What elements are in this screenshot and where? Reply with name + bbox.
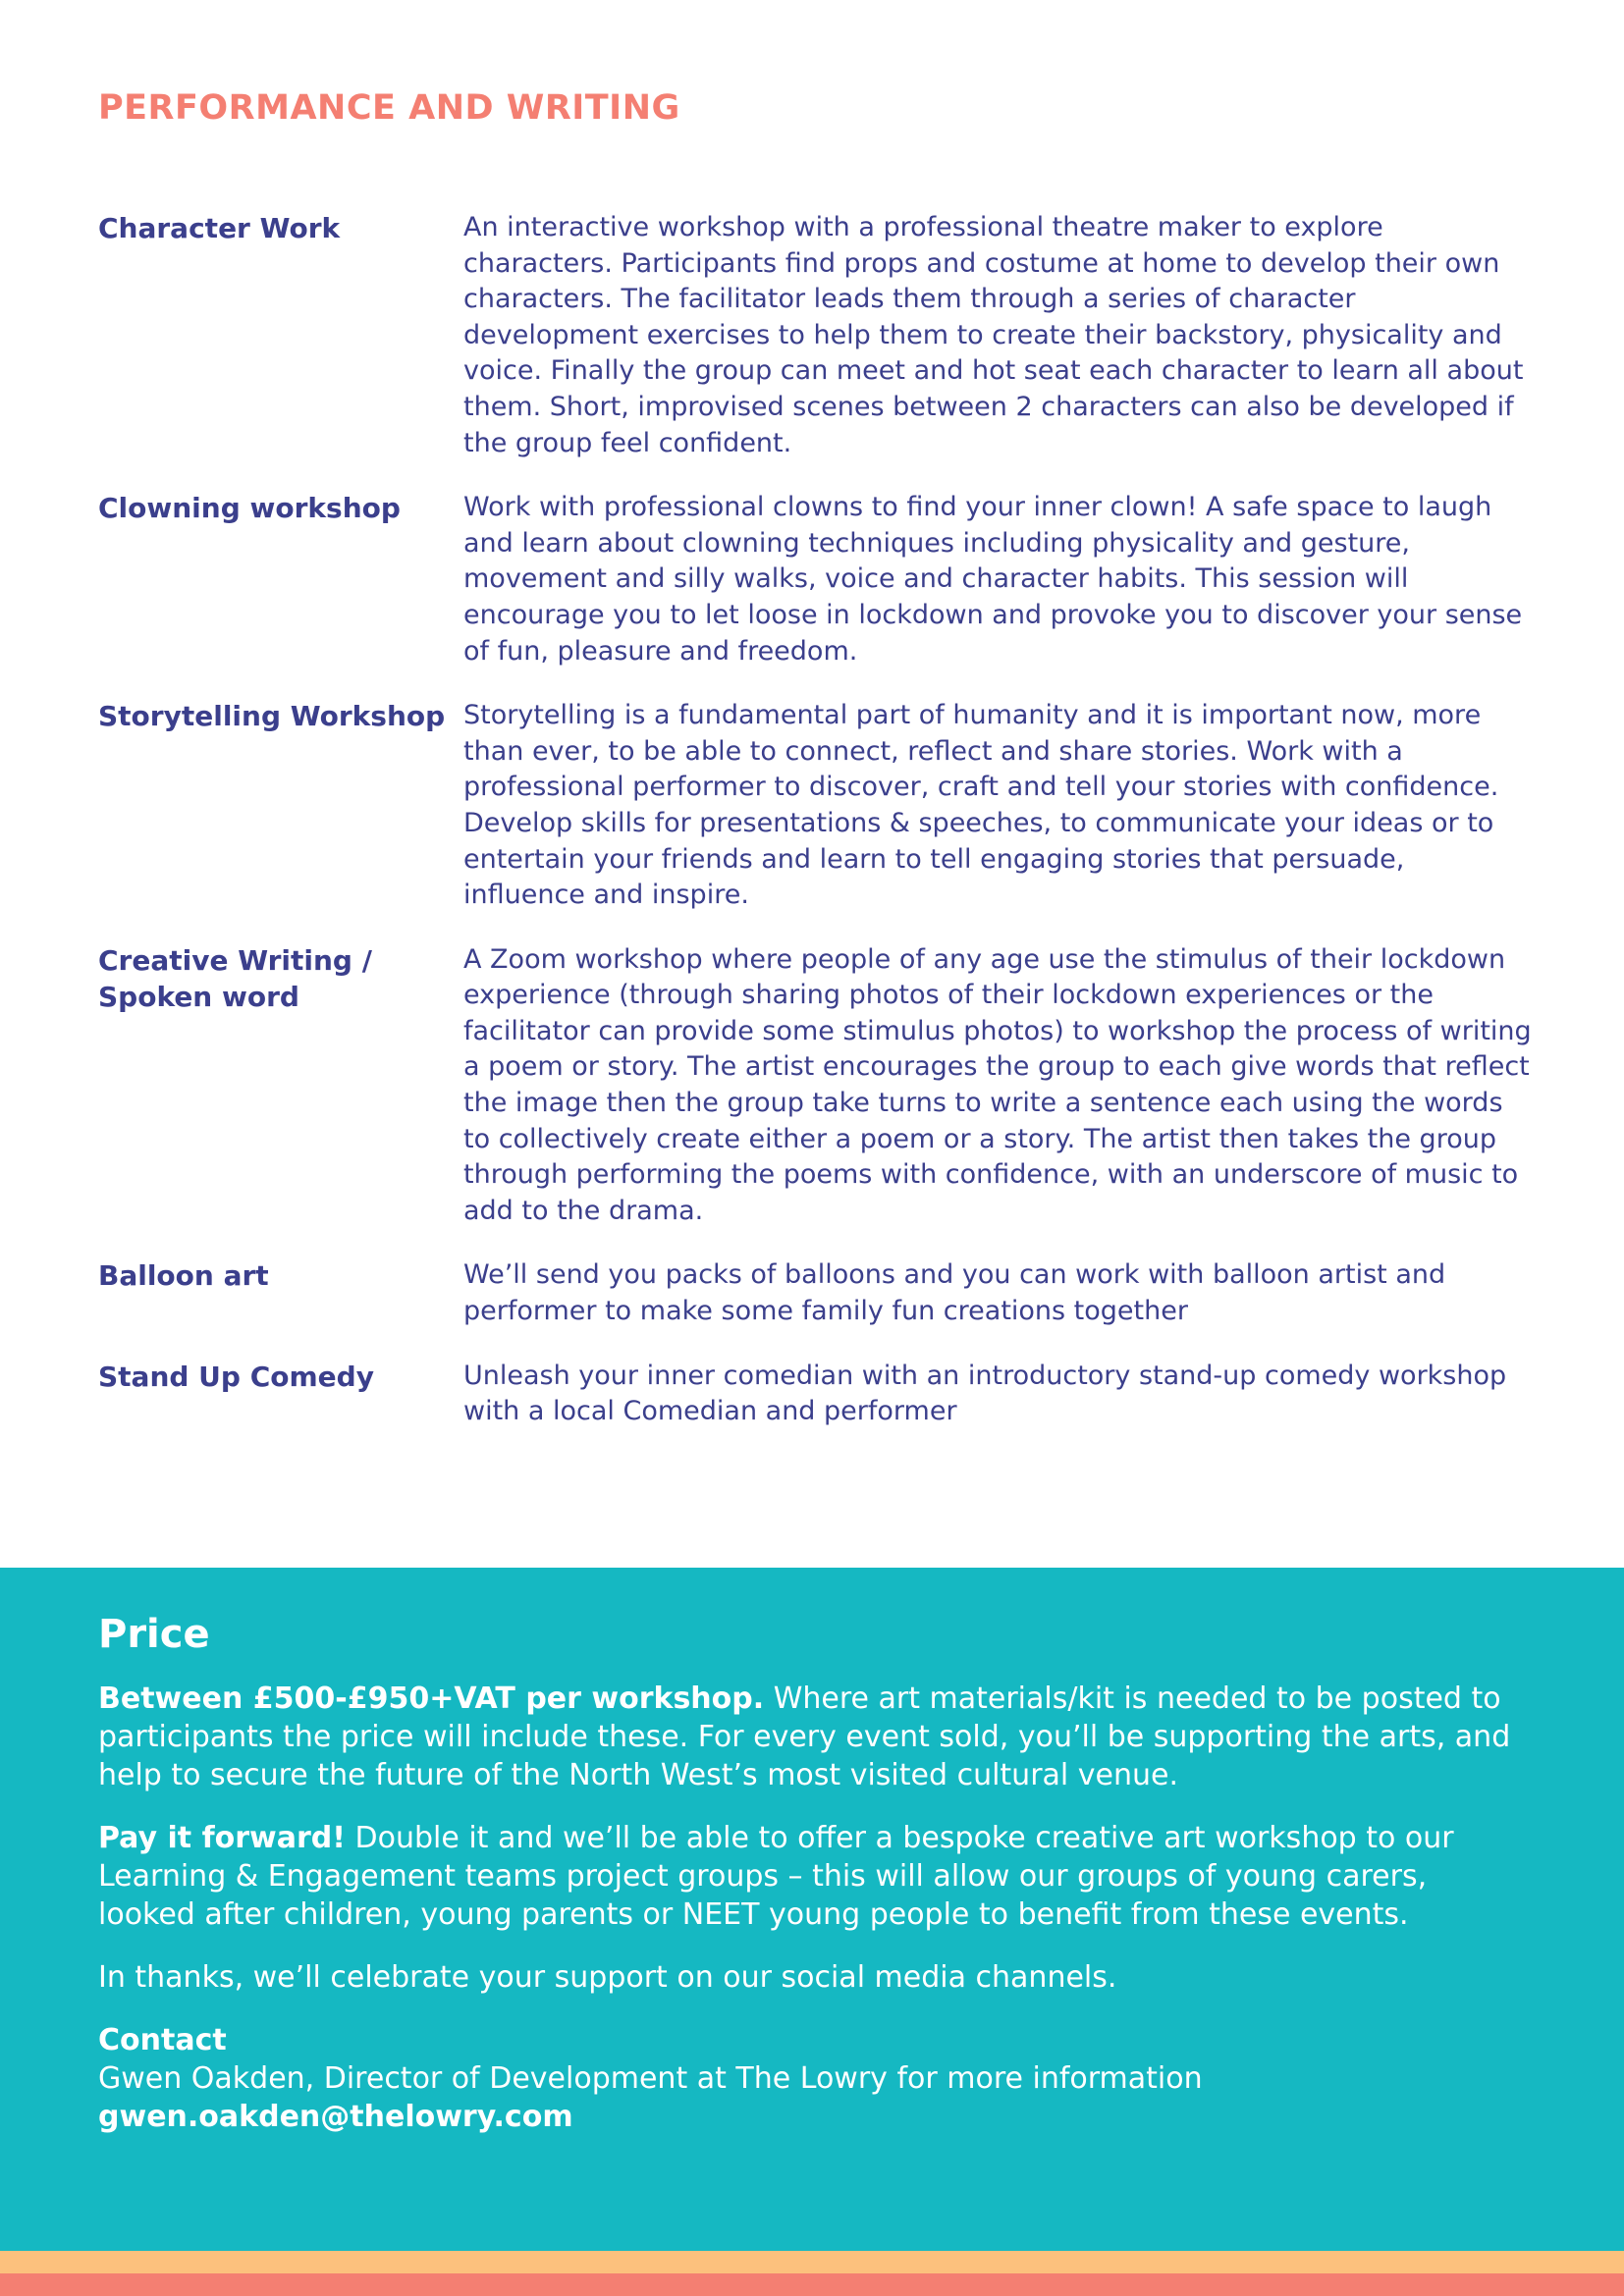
workshop-description: A Zoom workshop where people of any age use the stimulus of their lockdown experience (through sharing photos of their lockdown experiences or the facilitator can provide some stimulus photos) to workshop the process of writing a poem or story. The artist encourages the group to each give words that reflect the image then the group take turns to write a sentence each using the words to collectively create either a poem or a story. The artist then takes the group through performing the poems with confidence, with an underscore of music to add to the drama.: [463, 943, 1532, 1226]
workshop-stand-up-comedy: [98, 1359, 1532, 1430]
workshop-description: Storytelling is a fundamental part of humanity and it is important now, more than ever, to be able to connect, reflect and share stories. Work with a professional performer to discover, craft and tell your stories with confidence. Develop skills for presentations & speeches, to communicate your ideas or to entertain your friends and learn to tell engaging stories that persuade, influence and inspire.: [463, 700, 1499, 911]
price-panel: [0, 1568, 1624, 2251]
price-heading: Price: [98, 1612, 210, 1657]
pay-it-forward-details: Double it and we’ll be able to offer a bespoke creative art workshop to our Learning & Engagement teams project groups – this will allow our groups of young carers, looked after children, young parents or NEET young people to benefit from these events.: [98, 1821, 1454, 1932]
workshop-description: We’ll send you packs of balloons and you can work with balloon artist and performer to make some family fun creations together: [463, 1259, 1446, 1327]
price-content: [98, 1607, 1532, 2136]
workshop-title: Stand Up Comedy: [98, 1360, 374, 1393]
footer-stripe-yellow: [0, 2251, 1624, 2273]
workshop-storytelling: [98, 698, 1532, 914]
workshop-description: Unleash your inner comedian with an introductory stand-up comedy workshop with a local Comedian and performer: [463, 1360, 1507, 1427]
workshop-clowning: [98, 490, 1532, 669]
pay-it-forward-paragraph: [98, 1819, 1532, 1934]
workshop-description: Work with professional clowns to find your inner clown! A safe space to laugh and learn about clowning techniques including physicality and gesture, movement and silly walks, voice and character habits. This session will encourage you to let loose in lockdown and provoke you to discover your sense of fun, pleasure and freedom.: [463, 492, 1523, 667]
contact-line: Gwen Oakden, Director of Development at The Lowry for more information: [98, 2061, 1203, 2096]
workshop-title: Balloon art: [98, 1259, 269, 1293]
workshop-title: Character Work: [98, 212, 341, 244]
workshop-title: Storytelling Workshop: [98, 700, 446, 733]
price-paragraph: [98, 1680, 1532, 1794]
workshop-balloon-art: [98, 1257, 1532, 1329]
price-range: Between £500-£950+VAT per workshop.: [98, 1682, 765, 1716]
price-details: Where art materials/kit is needed to be posted to participants the price will include these. For every event sold, you’ll be supporting the arts, and help to secure the future of the North West’s most visited cultural venue.: [98, 1682, 1511, 1792]
workshop-creative-writing: [98, 942, 1532, 1230]
workshop-character-work: [98, 210, 1532, 461]
workshop-title: Creative Writing / Spoken word: [98, 943, 372, 1013]
workshop-title: Clowning workshop: [98, 492, 401, 525]
workshop-description: An interactive workshop with a professional theatre maker to explore characters. Participants find props and costume at home to develop their own characters. The facilitator leads them through a series of character development exercises to help them to create their backstory, physicality and voice. Finally the group can meet and hot seat each character to learn all about them. Short, improvised scenes between 2 characters can also be developed if the group feel confident.: [463, 212, 1524, 458]
footer-stripe-pink: [0, 2273, 1624, 2296]
workshop-list: [98, 210, 1532, 1459]
pay-it-forward-label: Pay it forward!: [98, 1821, 346, 1855]
thanks-paragraph: In thanks, we’ll celebrate your support on our social media channels.: [98, 1960, 1117, 1995]
section-title: PERFORMANCE AND WRITING: [98, 88, 680, 128]
contact-heading: Contact: [98, 2023, 227, 2057]
contact-email-link[interactable]: gwen.oakden@thelowry.com: [98, 2100, 573, 2134]
